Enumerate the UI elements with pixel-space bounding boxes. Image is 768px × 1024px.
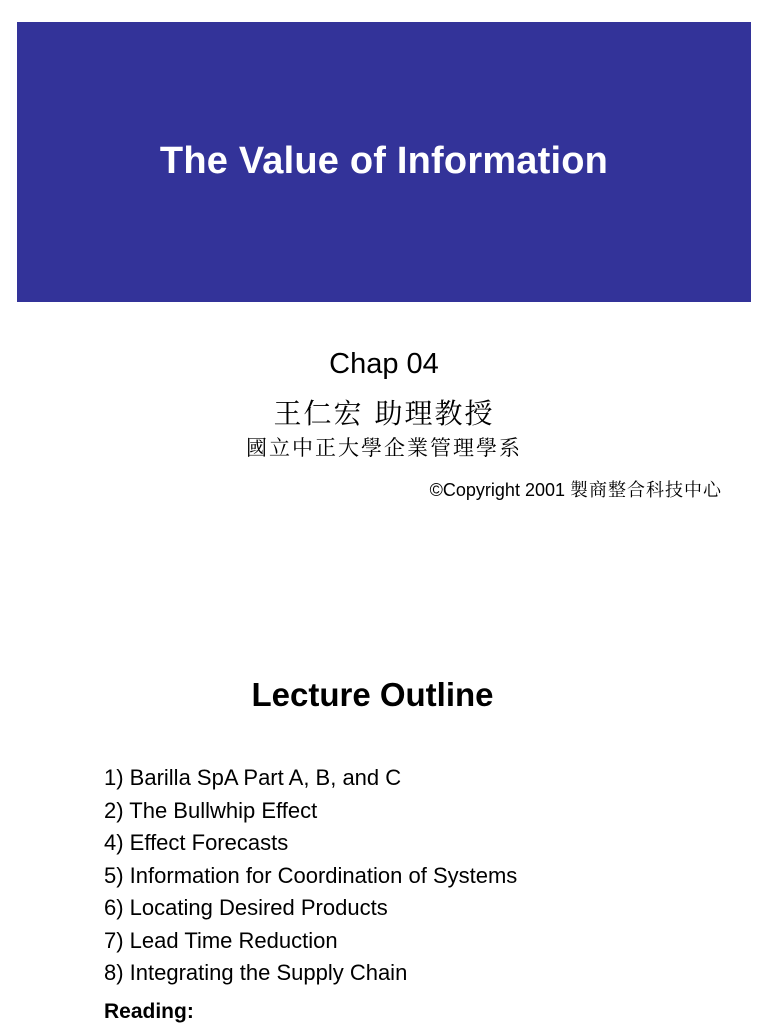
title-banner — [17, 22, 751, 302]
copyright-prefix: ©Copyright 2001 — [429, 480, 565, 500]
slide-title: The Value of Information — [159, 139, 609, 182]
outline-item: 5) Information for Coordination of Systems — [104, 862, 518, 888]
outline-heading: Lecture Outline — [251, 676, 494, 713]
reading-label: Reading: — [104, 1000, 194, 1023]
chapter-label: Chap 04 — [329, 348, 439, 380]
professor-name: 王仁宏 助理教授 — [273, 397, 495, 430]
outline-item: 6) Locating Desired Products — [104, 895, 388, 920]
copyright-notice — [430, 476, 722, 502]
department-name: 國立中正大學企業管理學系 — [246, 436, 522, 460]
outline-item: 2) The Bullwhip Effect — [104, 797, 318, 823]
outline-item: 8) Integrating the Supply Chain — [104, 960, 408, 985]
outline-list — [104, 762, 517, 990]
copyright-org: 製商整合科技中心 — [570, 480, 722, 501]
outline-item: 1) Barilla SpA Part A, B, and C — [104, 765, 402, 790]
outline-item: 7) Lead Time Reduction — [104, 927, 338, 953]
outline-item: 4) Effect Forecasts — [104, 830, 289, 855]
